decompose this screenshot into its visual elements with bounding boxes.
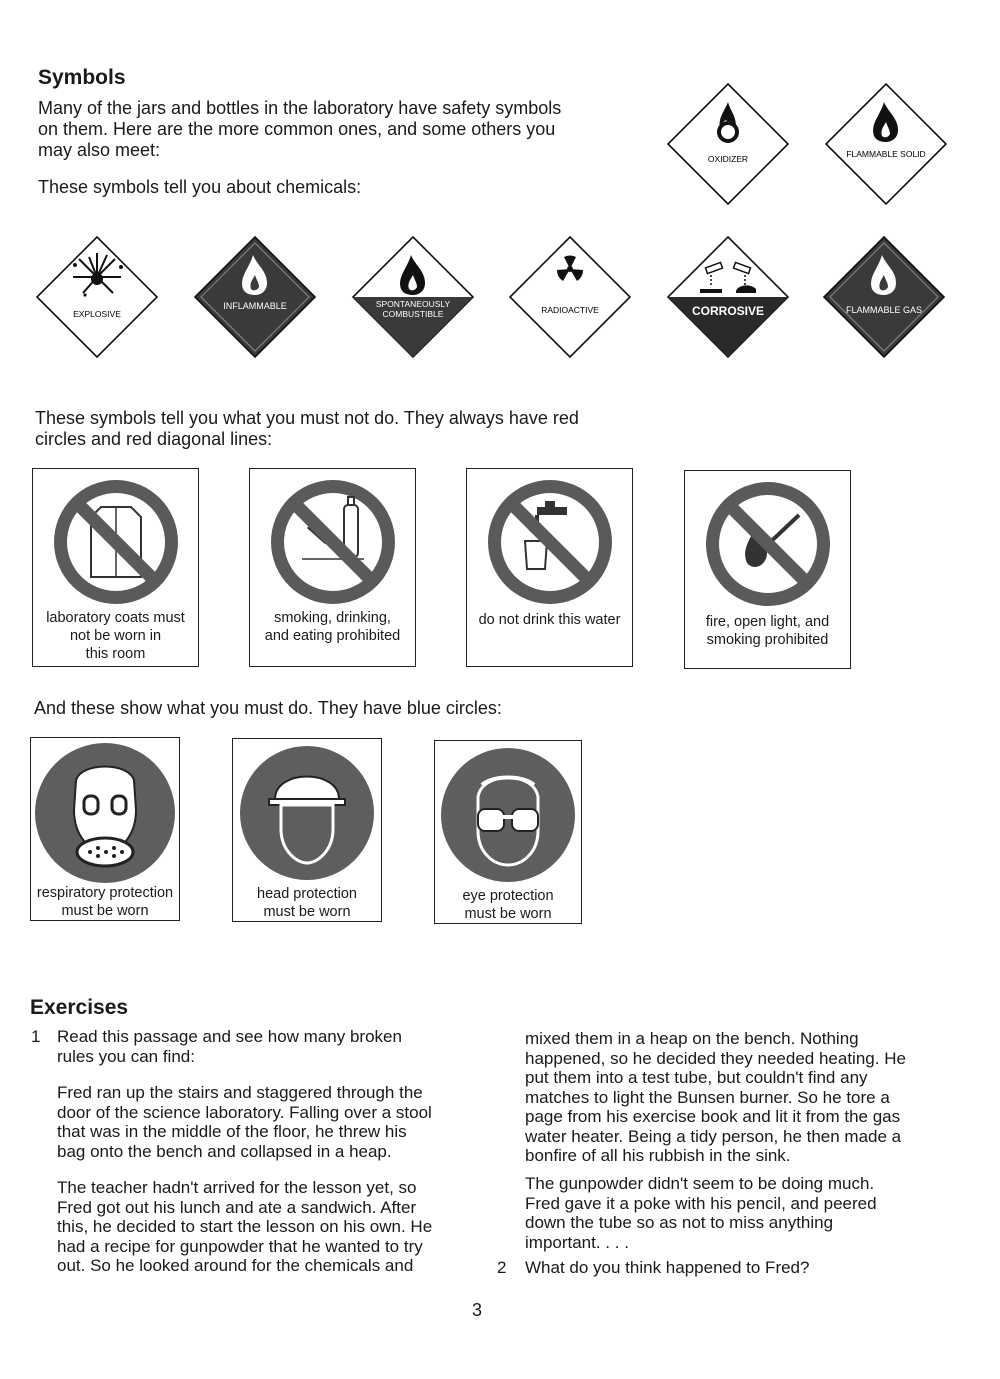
prohibition-sign-fire bbox=[684, 470, 851, 669]
text-line: rules you can find: bbox=[57, 1046, 195, 1066]
passage-paragraph-1 bbox=[57, 1083, 487, 1161]
text-line: Fred ran up the stairs and staggered through the bbox=[57, 1083, 423, 1102]
caption-line: smoking prohibited bbox=[706, 632, 829, 648]
page-number: 3 bbox=[472, 1300, 483, 1320]
hazard-label: FLAMMABLE GAS bbox=[845, 305, 923, 315]
text-line: this, he decided to start the lesson on his own. He bbox=[57, 1217, 433, 1236]
caption-line: head protection bbox=[257, 886, 357, 902]
text-line: down the tube so as not to miss anything bbox=[525, 1213, 834, 1232]
caption-line: respiratory protection bbox=[36, 885, 174, 901]
caption-line: must be worn bbox=[464, 906, 552, 922]
flame-icon bbox=[193, 235, 317, 359]
radiation-icon bbox=[508, 235, 632, 359]
sign-caption bbox=[33, 884, 177, 920]
text-line: page from his exercise book and lit it from the gas bbox=[525, 1107, 901, 1126]
hazard-sign-inflammable bbox=[193, 235, 317, 359]
passage-paragraph-4 bbox=[525, 1174, 965, 1252]
sign-caption bbox=[437, 887, 579, 923]
tap-cup-icon bbox=[485, 477, 615, 607]
text-line: Read this passage and see how many broken bbox=[57, 1027, 402, 1046]
hazard-sign-spontaneously-combustible bbox=[351, 235, 475, 359]
caption-line: do not drink this water bbox=[478, 612, 621, 628]
question-number: 2 bbox=[497, 1258, 507, 1277]
hazard-label: FLAMMABLE SOLID bbox=[846, 149, 926, 159]
text-line: Fred gave it a poke with his pencil, and peered bbox=[525, 1193, 877, 1213]
hazard-sign-radioactive bbox=[508, 235, 632, 359]
question-1 bbox=[57, 1027, 477, 1066]
text-line: important. . . . bbox=[525, 1232, 629, 1252]
oxidizer-flame-icon bbox=[666, 82, 790, 206]
intro-line: Many of the jars and bottles in the laboratory have safety symbols bbox=[38, 98, 562, 118]
mandatory-sign-eye bbox=[434, 740, 582, 924]
caption-line: laboratory coats must bbox=[46, 610, 185, 626]
intro-line: may also meet: bbox=[38, 140, 161, 160]
caption-line: eye protection bbox=[462, 888, 554, 904]
sign-caption bbox=[469, 611, 630, 629]
hazard-sign-explosive bbox=[35, 235, 159, 359]
caption-line: not be worn in bbox=[69, 628, 162, 644]
flame-icon bbox=[822, 235, 946, 359]
text-line: out. So he looked around for the chemicals and bbox=[57, 1256, 414, 1275]
hazard-sign-oxidizer bbox=[666, 82, 790, 206]
mandatory-sign-head bbox=[232, 738, 382, 922]
intro-line: These symbols tell you what you must not do. They always have red bbox=[35, 408, 579, 428]
match-flame-icon bbox=[703, 479, 833, 609]
caption-line: and eating prohibited bbox=[264, 628, 401, 644]
text-line: Fred got out his lunch and ate a sandwich. After bbox=[57, 1197, 417, 1217]
hazard-label: EXPLOSIVE bbox=[73, 309, 121, 319]
text-line: put them into a test tube, but couldn't find any bbox=[525, 1068, 868, 1087]
intro-line: on them. Here are the more common ones, and some others you bbox=[38, 119, 556, 139]
hazard-label: SPONTANEOUSLY bbox=[375, 299, 451, 309]
hazard-sign-corrosive bbox=[666, 235, 790, 359]
explosion-icon bbox=[35, 235, 159, 359]
symbols-intro bbox=[38, 98, 638, 161]
text-line: bag onto the bench and collapsed in a heap. bbox=[57, 1141, 392, 1161]
text-line: had a recipe for gunpowder that he wanted to try bbox=[57, 1236, 423, 1256]
caption-line: this room bbox=[85, 646, 146, 662]
sign-caption bbox=[235, 885, 379, 921]
hazard-label: RADIOACTIVE bbox=[541, 305, 599, 315]
lab-coat-icon bbox=[51, 477, 181, 607]
hazard-sign-flammable-gas bbox=[822, 235, 946, 359]
hazard-label: INFLAMMABLE bbox=[223, 301, 287, 311]
text-line: happened, so he decided they needed heating. He bbox=[525, 1048, 906, 1068]
chemicals-intro: These symbols tell you about chemicals: bbox=[38, 177, 362, 197]
caption-line: smoking, drinking, bbox=[274, 610, 391, 626]
respirator-icon bbox=[32, 740, 178, 886]
text-line: mixed them in a heap on the bench. Nothing bbox=[525, 1029, 859, 1048]
hazard-label: OXIDIZER bbox=[707, 154, 749, 164]
prohibition-sign-lab-coats bbox=[32, 468, 199, 667]
exercises-heading: Exercises bbox=[30, 996, 129, 1019]
flame-icon bbox=[351, 235, 475, 359]
hazard-label: CORROSIVE bbox=[691, 304, 765, 318]
prohibition-sign-smoking-eating bbox=[249, 468, 416, 667]
hard-hat-icon bbox=[237, 743, 377, 883]
caption-line: fire, open light, and bbox=[705, 614, 830, 630]
text-line: bonfire of all his rubbish in the sink. bbox=[525, 1146, 791, 1165]
caption-line: must be worn bbox=[61, 903, 149, 919]
symbols-heading: Symbols bbox=[38, 66, 126, 89]
question-2: What do you think happened to Fred? bbox=[525, 1258, 810, 1277]
caption-line: must be worn bbox=[263, 904, 351, 920]
sign-caption bbox=[687, 613, 848, 649]
flame-icon bbox=[824, 82, 948, 206]
sign-caption bbox=[252, 609, 413, 645]
corrosive-icon bbox=[666, 235, 790, 359]
question-number: 1 bbox=[31, 1027, 41, 1046]
passage-paragraph-3 bbox=[525, 1029, 965, 1166]
text-line: matches to light the Bunsen burner. So he tore a bbox=[525, 1087, 890, 1107]
text-line: door of the science laboratory. Falling over a stool bbox=[57, 1102, 432, 1122]
mandatory-sign-respiratory bbox=[30, 737, 180, 921]
goggles-icon bbox=[438, 745, 578, 885]
text-line: that was in the middle of the floor, he threw his bbox=[57, 1122, 407, 1141]
hazard-sign-flammable-solid bbox=[824, 82, 948, 206]
hazard-label: COMBUSTIBLE bbox=[382, 309, 444, 319]
mandatory-intro: And these show what you must do. They have blue circles: bbox=[34, 698, 502, 718]
text-line: The gunpowder didn't seem to be doing much. bbox=[525, 1174, 875, 1193]
text-line: The teacher hadn't arrived for the lesson yet, so bbox=[57, 1178, 417, 1197]
intro-line: circles and red diagonal lines: bbox=[35, 429, 273, 449]
sign-caption bbox=[35, 609, 196, 663]
prohibition-intro bbox=[35, 408, 579, 450]
cigarette-bottle-icon bbox=[268, 477, 398, 607]
passage-paragraph-2 bbox=[57, 1178, 487, 1276]
text-line: water heater. Being a tidy person, he then made a bbox=[525, 1126, 902, 1146]
prohibition-sign-drinking-water bbox=[466, 468, 633, 667]
